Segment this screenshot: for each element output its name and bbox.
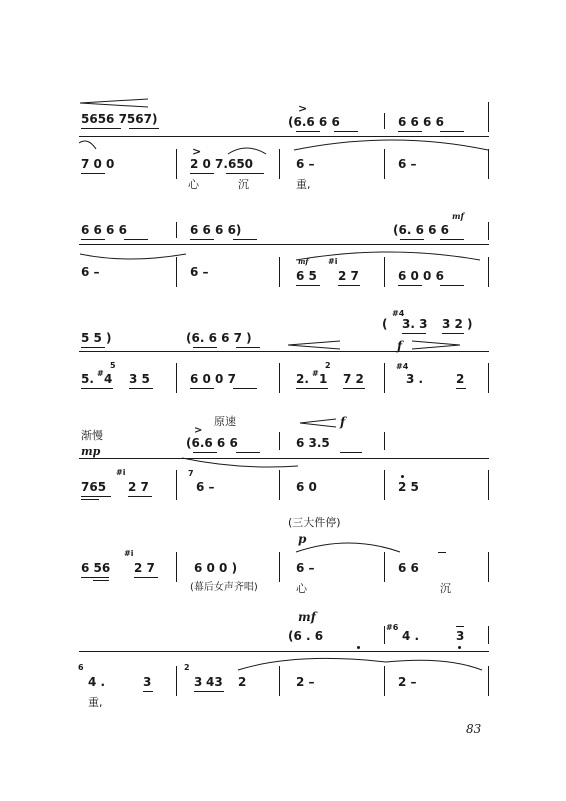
grace-note: #4	[392, 309, 405, 318]
lower-measure: 6 –	[398, 157, 417, 171]
low-octave-dot	[458, 646, 461, 649]
lower-measure: 6 5	[296, 269, 317, 283]
lower-measure: 2	[456, 372, 465, 386]
lower-measure: 4 .	[88, 675, 106, 689]
crescendo-hairpin	[288, 340, 342, 350]
bar-line	[384, 363, 385, 393]
lower-measure: 3 .	[406, 372, 424, 386]
beam-line	[398, 131, 422, 132]
tie-arc	[78, 250, 188, 266]
beam-line	[233, 239, 257, 240]
beam-line	[193, 452, 217, 453]
beam-line	[233, 388, 257, 389]
upper-measure: 6 6 6 6	[81, 223, 127, 237]
bar-line	[279, 149, 280, 179]
beam-line	[402, 333, 426, 334]
decrescendo-hairpin	[412, 340, 462, 350]
grace-note: #4	[396, 362, 409, 371]
lower-measure: 2 7	[338, 269, 359, 283]
grace-note: #i	[116, 468, 126, 477]
beam-line	[296, 285, 320, 286]
beam-line	[190, 173, 214, 174]
accent-mark: >	[298, 102, 308, 115]
beam-line	[456, 388, 466, 389]
performance-note: (三大件停)	[288, 516, 341, 529]
bar-line	[384, 113, 385, 129]
beam-line	[143, 691, 153, 692]
beam-line	[93, 580, 109, 581]
lower-measure: 6 –	[296, 561, 315, 575]
upper-measure: 6 6 6 6)	[190, 223, 242, 237]
bar-line	[176, 666, 177, 696]
bar-line	[488, 257, 489, 287]
beam-line	[338, 285, 360, 286]
staff-divider	[79, 651, 489, 652]
lower-measure: 6 56	[81, 561, 111, 575]
bar-line	[176, 363, 177, 393]
beam-line	[236, 452, 260, 453]
upper-measure: (6. 6 6 7 )	[186, 331, 252, 345]
lyric: 心	[188, 178, 199, 191]
beam-line	[81, 496, 111, 497]
lower-measure: 6 –	[81, 265, 100, 279]
bar-line	[384, 257, 385, 287]
lyric: 重,	[296, 178, 311, 191]
beam-line	[440, 131, 464, 132]
beam-line	[226, 173, 264, 174]
dynamic-mark: mf	[452, 211, 464, 221]
bar-line	[176, 222, 177, 238]
upper-measure: (6. 6 6 6	[393, 223, 449, 237]
beam-line	[128, 496, 152, 497]
bar-line	[488, 552, 489, 582]
dynamic-mark: mf	[298, 257, 309, 266]
beam-line	[81, 499, 99, 500]
lower-measure: 2 7	[134, 561, 155, 575]
lyric: 沉	[440, 582, 451, 595]
lower-measure: 1	[319, 372, 328, 386]
beam-line	[193, 347, 217, 348]
lower-measure: 765	[81, 480, 107, 494]
grace-note: 7	[188, 469, 194, 478]
bar-line	[384, 149, 385, 179]
beam-line	[81, 388, 113, 389]
lower-measure: 2 7	[128, 480, 149, 494]
beam-line	[190, 239, 214, 240]
accent-mark: >	[194, 425, 203, 436]
upper-measure: 3. 3	[402, 317, 428, 331]
low-octave-dot	[357, 646, 360, 649]
beam-line	[442, 333, 464, 334]
dynamic-mark: p	[298, 532, 307, 546]
bar-line	[279, 666, 280, 696]
bar-line	[176, 470, 177, 500]
lower-measure: 6 –	[296, 157, 315, 171]
accent-mark: >	[192, 145, 202, 158]
bar-line	[384, 626, 385, 644]
grace-note: 2	[325, 361, 331, 370]
bar-line	[279, 363, 280, 393]
lower-measure: 6 –	[196, 480, 215, 494]
grace-note: #i	[328, 257, 338, 266]
grace-note: #6	[386, 623, 399, 632]
lower-measure: 3	[194, 675, 203, 689]
bar-line	[176, 552, 177, 582]
lyric: (幕后女声齐唱)	[190, 582, 258, 593]
upper-measure: 6 6 6 6	[398, 115, 444, 129]
beam-line	[81, 173, 105, 174]
bar-line	[384, 552, 385, 582]
upper-measure: (	[382, 317, 388, 331]
slur-arc	[294, 248, 484, 264]
beam-line	[194, 691, 224, 692]
bar-line	[488, 363, 489, 393]
grace-note: #i	[124, 549, 134, 558]
lower-measure: 6 0 0 6	[398, 269, 444, 283]
lower-measure: 2	[238, 675, 247, 689]
beam-line	[456, 626, 464, 627]
lower-measure: 7 2	[343, 372, 364, 386]
bar-line	[279, 432, 280, 450]
beam-line	[134, 577, 158, 578]
bar-line	[279, 470, 280, 500]
lyric: 沉	[238, 178, 249, 191]
beam-line	[129, 128, 159, 129]
upper-measure: (6.6 6 6	[288, 115, 340, 129]
lower-measure: 3 5	[129, 372, 150, 386]
tie-arc	[236, 654, 486, 674]
beam-line	[236, 347, 260, 348]
crescendo-hairpin	[80, 98, 150, 108]
upper-measure: 3	[456, 629, 465, 643]
beam-line	[343, 388, 365, 389]
lower-measure: 2 –	[296, 675, 315, 689]
bar-line	[279, 257, 280, 287]
lower-measure: 2.	[296, 372, 309, 386]
bar-line	[488, 222, 489, 240]
bar-line	[384, 666, 385, 696]
bar-line	[384, 432, 385, 450]
bar-line	[176, 149, 177, 179]
beam-line	[440, 239, 464, 240]
slur-arc	[226, 146, 268, 156]
dynamic-mark: f	[340, 415, 346, 429]
lower-measure: 2 5	[398, 480, 419, 494]
beam-line	[129, 388, 153, 389]
lower-measure: 6 0	[296, 480, 317, 494]
bar-line	[488, 102, 489, 132]
upper-measure: 5656 7567)	[81, 112, 158, 126]
octave-dot	[401, 475, 404, 478]
beam-line	[190, 388, 214, 389]
bar-line	[176, 257, 177, 287]
lower-measure: 6 0 0 7	[190, 372, 236, 386]
bar-line	[488, 666, 489, 696]
beam-line	[296, 131, 320, 132]
tie-arc	[78, 141, 98, 151]
tempo-mark: 原速	[214, 415, 236, 428]
lower-measure: 4	[104, 372, 113, 386]
lower-measure: 6 –	[190, 265, 209, 279]
grace-note: #	[97, 369, 104, 378]
upper-measure: 5 5 )	[81, 331, 112, 345]
lower-measure: 6 0 0 )	[194, 561, 238, 575]
grace-note: 5	[110, 361, 116, 370]
lyric: 重,	[88, 696, 103, 709]
bar-line	[488, 149, 489, 179]
lower-measure: 2 –	[398, 675, 417, 689]
crescendo-hairpin	[300, 418, 338, 428]
grace-note: 2	[184, 663, 190, 672]
slur-arc	[180, 456, 300, 470]
beam-line	[81, 239, 105, 240]
lower-measure: 43	[206, 675, 223, 689]
bar-line	[488, 626, 489, 644]
dynamic-mark: mp	[81, 445, 101, 458]
lower-measure: 6 6	[398, 561, 419, 575]
beam-line	[398, 285, 422, 286]
beam-line	[81, 577, 109, 578]
lower-measure: 2 0 7.650	[190, 157, 254, 171]
beam-line	[81, 347, 105, 348]
staff-divider	[79, 351, 489, 352]
tempo-mark: 渐慢	[81, 429, 103, 442]
lower-measure: 7 0 0	[81, 157, 115, 171]
upper-measure: (6 . 6	[288, 629, 324, 643]
dynamic-mark: mf	[298, 610, 316, 624]
grace-note: 6	[78, 663, 84, 672]
tie-arc	[292, 136, 492, 158]
upper-measure: (6.6 6 6	[186, 436, 238, 450]
page-number: 83	[466, 722, 482, 736]
bar-line	[384, 470, 385, 500]
tenuto-line	[438, 552, 446, 553]
upper-measure: 4 .	[402, 629, 420, 643]
upper-measure: 6 3.5	[296, 436, 330, 450]
beam-line	[440, 285, 464, 286]
bar-line	[488, 470, 489, 500]
beam-line	[340, 452, 362, 453]
lower-measure: 5.	[81, 372, 94, 386]
beam-line	[334, 131, 358, 132]
dynamic-mark: f	[397, 339, 403, 353]
bar-line	[279, 552, 280, 582]
beam-line	[124, 239, 148, 240]
beam-line	[81, 128, 121, 129]
grace-note: #	[312, 369, 319, 378]
lyric: 心	[296, 582, 307, 595]
beam-line	[296, 388, 328, 389]
tie-arc	[294, 538, 404, 554]
beam-line	[400, 239, 424, 240]
upper-measure: 3 2 )	[442, 317, 473, 331]
staff-divider	[79, 244, 489, 245]
lower-measure: 3	[143, 675, 152, 689]
